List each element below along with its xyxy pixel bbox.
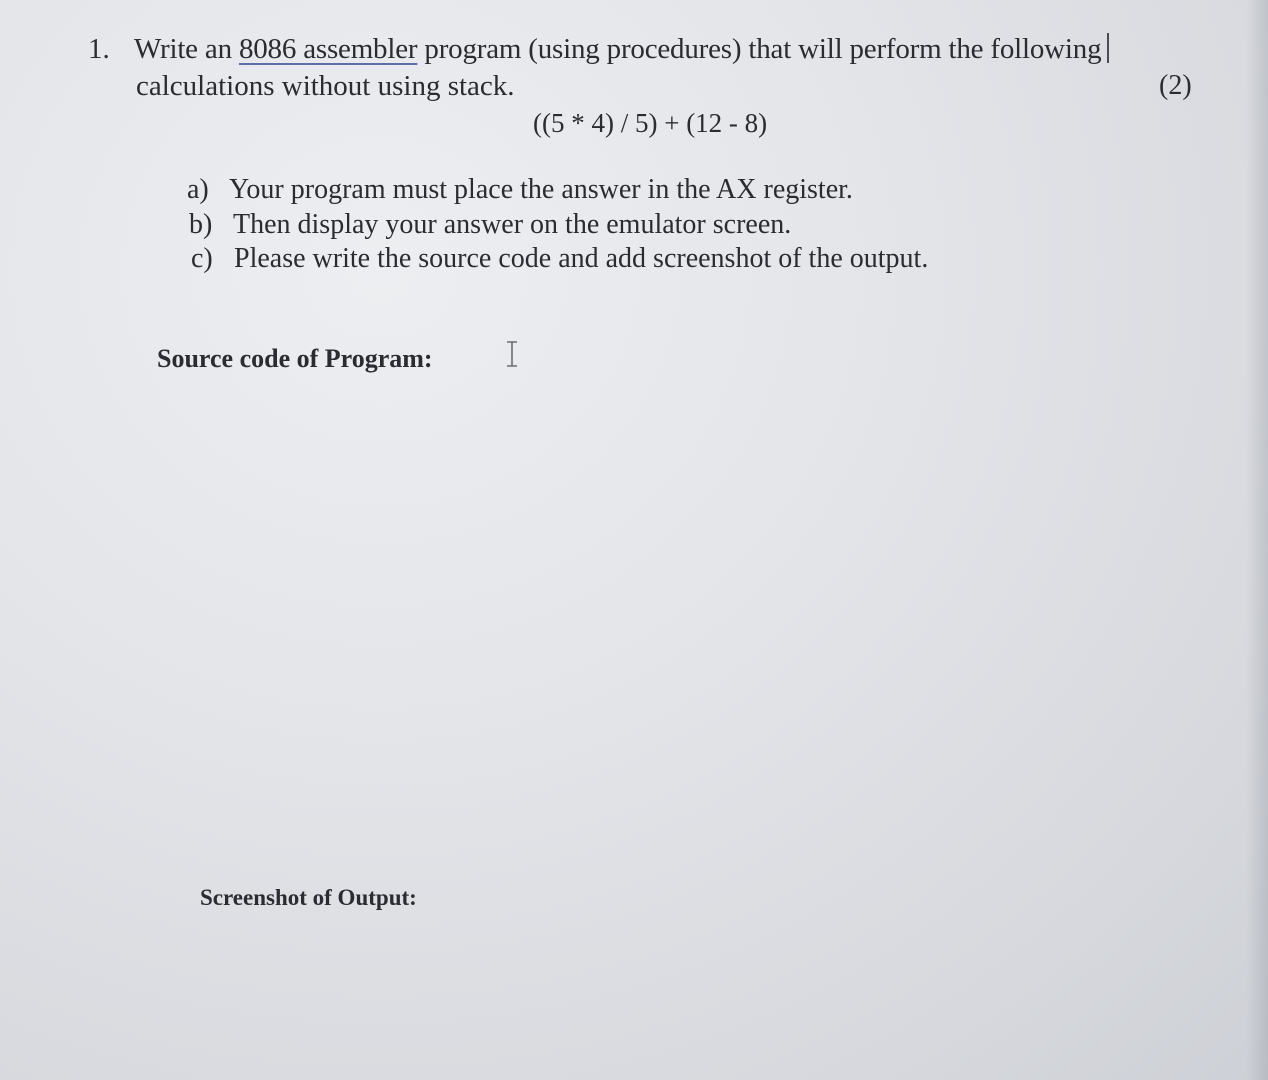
spellcheck-underlined-term: 8086 assembler [238,33,418,65]
question-number: 1. [88,33,110,65]
output-screenshot-heading: Screenshot of Output: [200,885,417,910]
question-line-1 [134,33,1109,66]
question-line-2: calculations without using stack. [136,70,515,102]
subpart-a-text: Your program must place the answer in the AX register. [229,174,853,205]
question-marks: (2) [1159,70,1192,101]
subpart-a-label: a) [187,174,209,205]
monitor-edge-shadow [1246,0,1268,1080]
question-line-1-start: Write an [134,33,239,65]
subpart-c-text: Please write the source code and add screenshot of the output. [234,243,929,274]
subpart-b-label: b) [189,209,213,240]
text-caret-icon [1107,33,1109,63]
subpart-c-label: c) [191,243,213,274]
i-beam-cursor-icon [503,340,521,368]
source-code-heading: Source code of Program: [157,344,433,373]
subpart-b-text: Then display your answer on the emulator screen. [233,209,792,240]
formula: ((5 * 4) / 5) + (12 - 8) [533,108,768,138]
question-line-1-end: program (using procedures) that will perform the following [417,33,1102,65]
